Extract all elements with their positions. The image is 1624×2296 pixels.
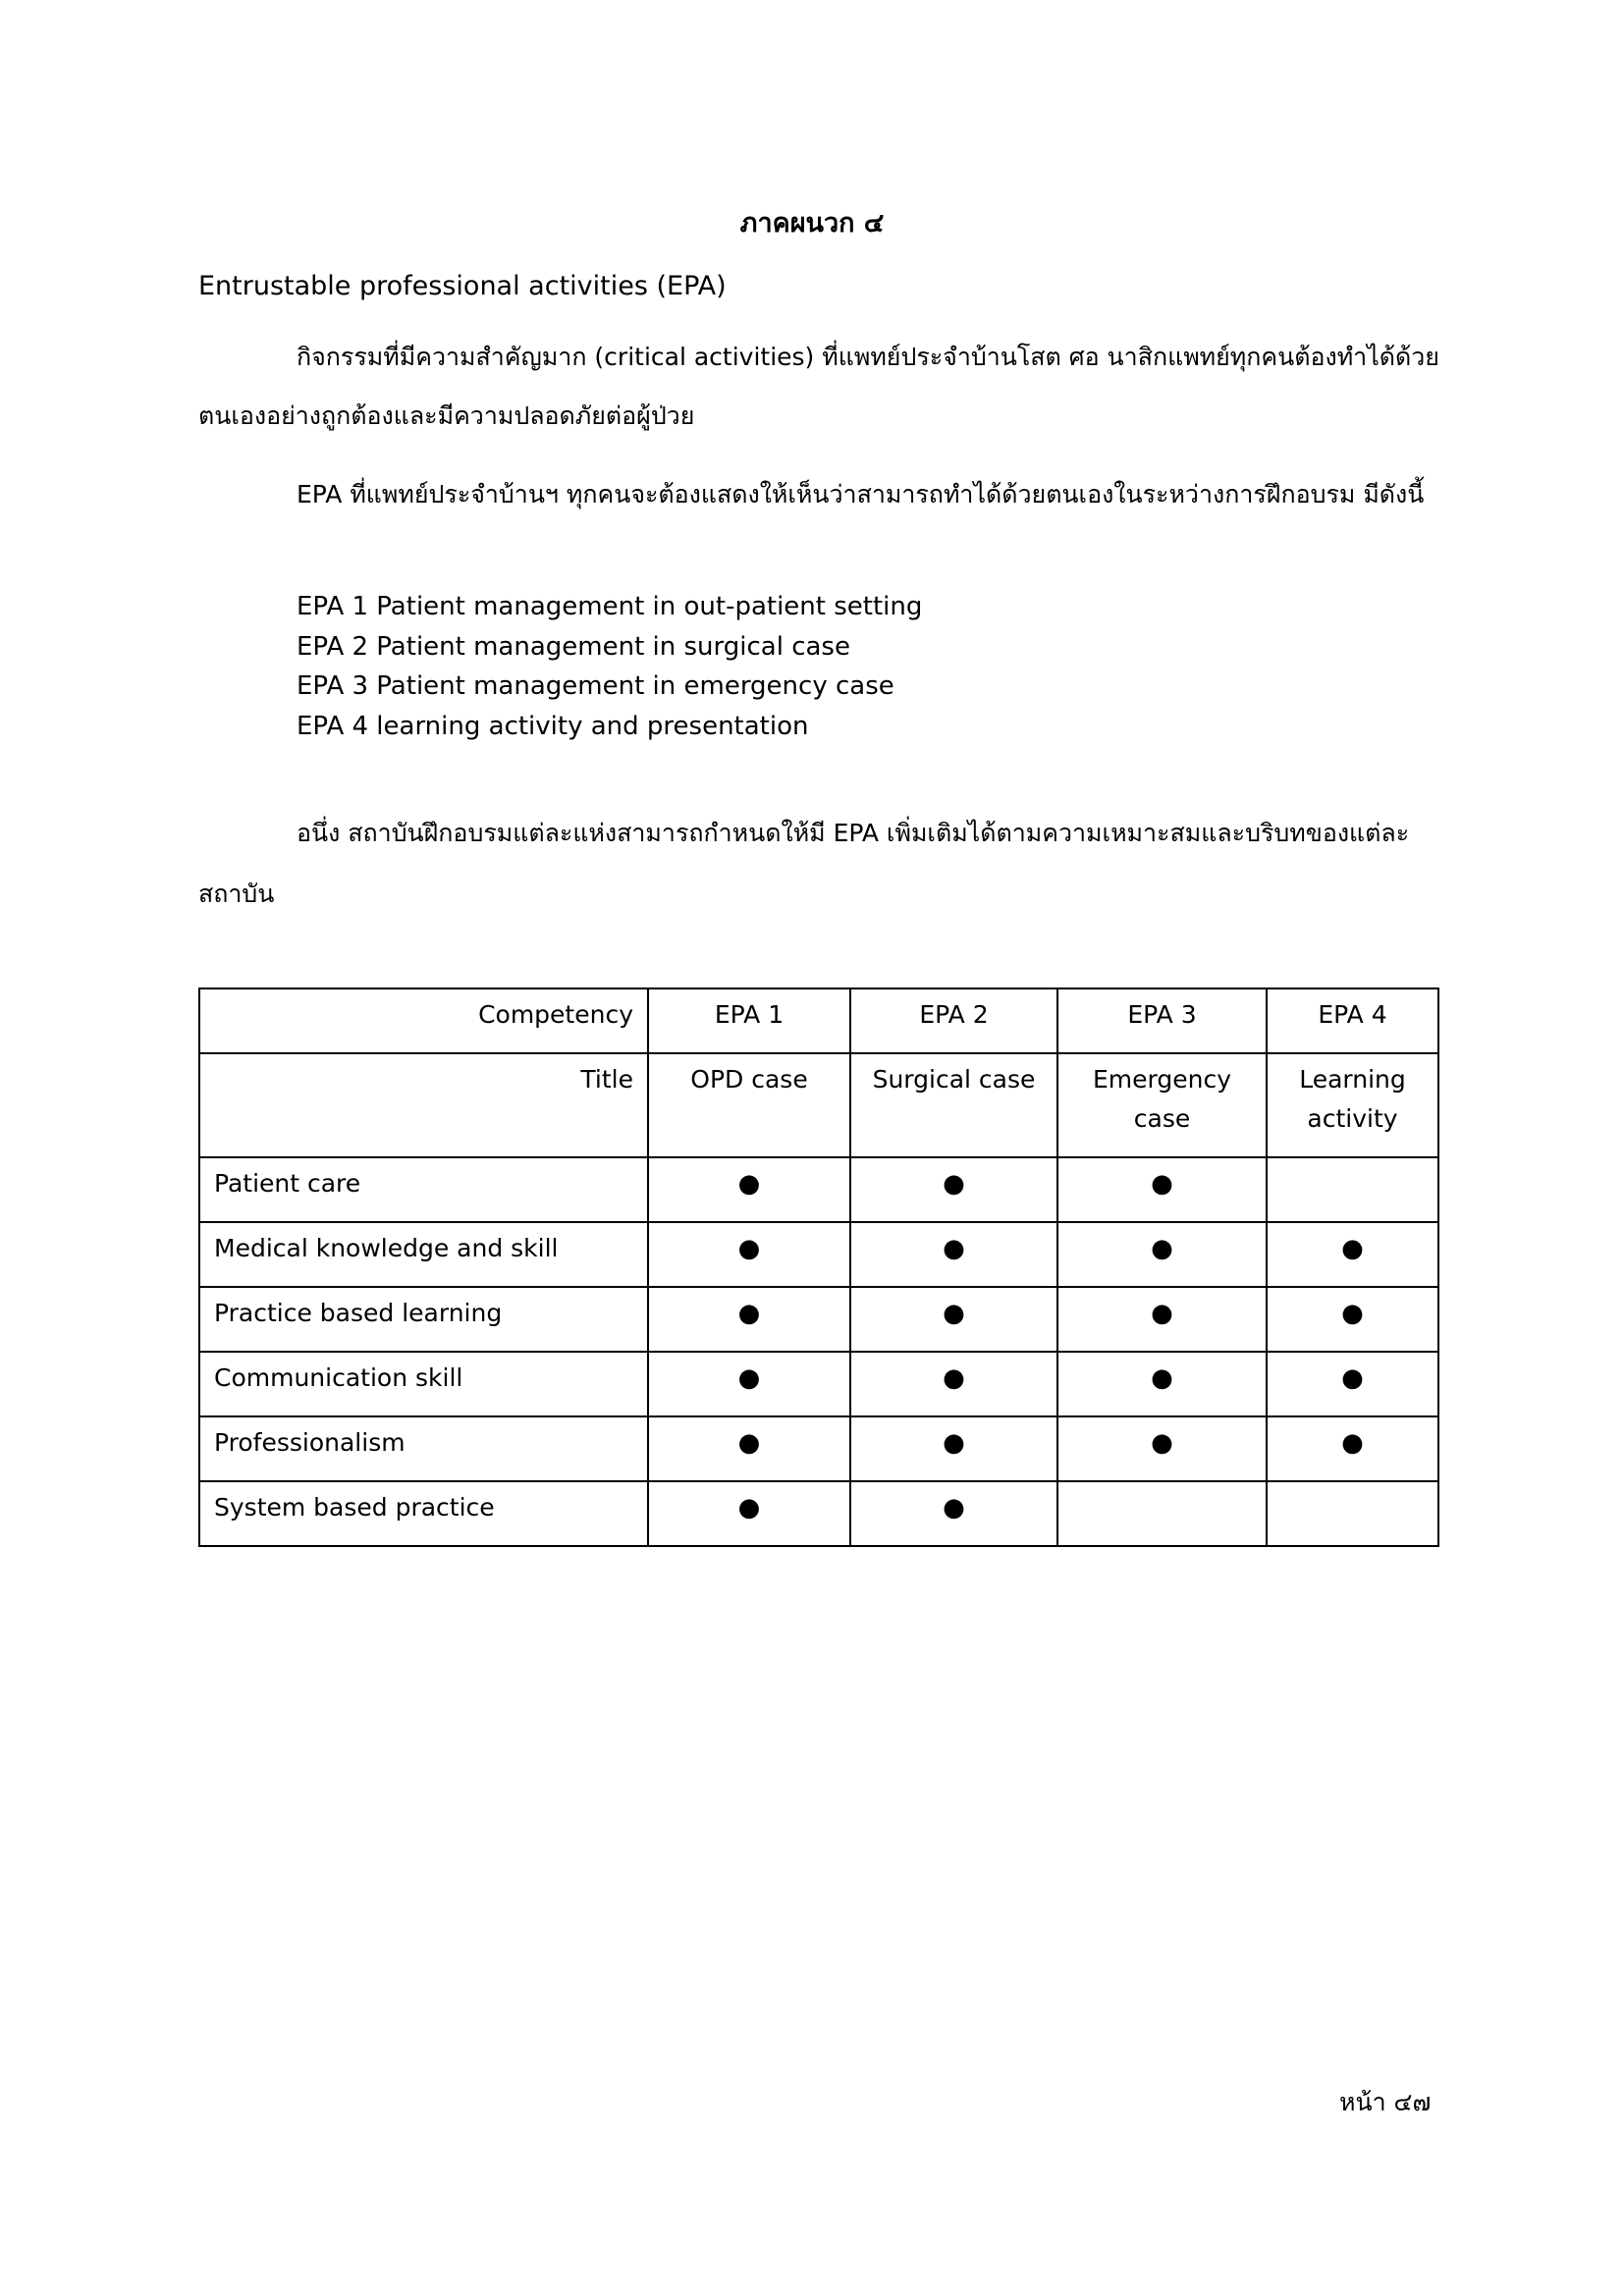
paragraph-1-line-1: กิจกรรมที่มีความสำคัญมาก (critical activities) ที่แพทย์ประจำบ้านโสต ศอ นาสิกแพทย์ทุกคนต้องทำได้ด้วย xyxy=(297,343,1439,371)
paragraph-2: EPA ที่แพทย์ประจำบ้านฯ ทุกคนจะต้องแสดงให้เห็นว่าสามารถทำได้ด้วยตนเองในระหว่างการฝึกอบรม มีดังนี้ xyxy=(297,480,1425,508)
epa-2-mark-cell xyxy=(850,1222,1057,1287)
title-epa-3: Emergency case xyxy=(1057,1053,1267,1157)
paragraph-3-line-1: อนึ่ง สถาบันฝึกอบรมแต่ละแห่งสามารถกำหนดให้มี EPA เพิ่มเติมได้ตามความเหมาะสมและบริบทของแต่ละ xyxy=(297,819,1410,847)
header-competency: Competency xyxy=(199,988,648,1053)
title-epa-2: Surgical case xyxy=(850,1053,1057,1157)
bullet-mark-icon: ● xyxy=(737,1299,761,1328)
epa-1-mark-cell xyxy=(648,1222,850,1287)
bullet-mark-icon: ● xyxy=(737,1428,761,1458)
bullet-mark-icon: ● xyxy=(943,1299,965,1328)
epa-3-mark-cell xyxy=(1057,1352,1267,1416)
epa-4-mark-cell xyxy=(1267,1481,1438,1546)
epa-2-mark-cell xyxy=(850,1287,1057,1352)
epa-2-mark-cell xyxy=(850,1352,1057,1416)
epa-4-mark-cell xyxy=(1267,1222,1438,1287)
bullet-mark-icon: ● xyxy=(1151,1363,1173,1393)
epa-4-mark-cell xyxy=(1267,1157,1438,1222)
table-header-row xyxy=(199,988,1438,1053)
epa-2-mark-cell xyxy=(850,1157,1057,1222)
epa-2-mark-cell xyxy=(850,1481,1057,1546)
table-row xyxy=(199,1481,1438,1546)
bullet-mark-icon: ● xyxy=(737,1169,761,1199)
epa-1-mark-cell xyxy=(648,1157,850,1222)
epa-list-item: EPA 1 Patient management in out-patient setting xyxy=(297,592,923,621)
bullet-mark-icon: ● xyxy=(943,1363,965,1393)
header-epa-3: EPA 3 xyxy=(1057,988,1267,1053)
competency-label: Practice based learning xyxy=(199,1287,648,1352)
competency-label: Professionalism xyxy=(199,1416,648,1481)
competency-label: Communication skill xyxy=(199,1352,648,1416)
epa-4-mark-cell xyxy=(1267,1416,1438,1481)
epa-list-item: EPA 3 Patient management in emergency case xyxy=(297,671,894,701)
bullet-mark-icon: ● xyxy=(737,1234,761,1263)
epa-4-mark-cell xyxy=(1267,1287,1438,1352)
epa-4-mark-cell xyxy=(1267,1352,1438,1416)
bullet-mark-icon: ● xyxy=(943,1428,965,1458)
bullet-mark-icon: ● xyxy=(737,1363,761,1393)
epa-1-mark-cell xyxy=(648,1352,850,1416)
table-row xyxy=(199,1416,1438,1481)
epa-1-mark-cell xyxy=(648,1416,850,1481)
bullet-mark-icon: ● xyxy=(1151,1428,1173,1458)
bullet-mark-icon: ● xyxy=(943,1169,965,1199)
bullet-mark-icon: ● xyxy=(1341,1428,1364,1458)
bullet-mark-icon: ● xyxy=(1341,1363,1364,1393)
epa-list-item: EPA 2 Patient management in surgical case xyxy=(297,631,850,662)
bullet-mark-icon: ● xyxy=(1341,1299,1364,1328)
competency-label: Patient care xyxy=(199,1157,648,1222)
header-epa-4: EPA 4 xyxy=(1267,988,1438,1053)
epa-3-mark-cell xyxy=(1057,1157,1267,1222)
bullet-mark-icon: ● xyxy=(943,1493,965,1522)
epa-2-mark-cell xyxy=(850,1416,1057,1481)
title-epa-1: OPD case xyxy=(648,1053,850,1157)
paragraph-3-line-2: สถาบัน xyxy=(198,880,275,908)
title-epa-4: Learning activity xyxy=(1267,1053,1438,1157)
header-epa-2: EPA 2 xyxy=(850,988,1057,1053)
epa-3-mark-cell xyxy=(1057,1222,1267,1287)
bullet-mark-icon: ● xyxy=(737,1493,761,1522)
epa-3-mark-cell xyxy=(1057,1481,1267,1546)
competency-epa-table xyxy=(198,988,1439,1547)
epa-1-mark-cell xyxy=(648,1287,850,1352)
table-row xyxy=(199,1352,1438,1416)
competency-label: System based practice xyxy=(199,1481,648,1546)
page-number: หน้า ๔๗ xyxy=(1339,2088,1432,2116)
appendix-title: ภาคผนวก ๔ xyxy=(739,208,885,239)
title-label: Title xyxy=(199,1053,648,1157)
epa-3-mark-cell xyxy=(1057,1287,1267,1352)
bullet-mark-icon: ● xyxy=(1151,1299,1173,1328)
table-title-row xyxy=(199,1053,1438,1157)
bullet-mark-icon: ● xyxy=(943,1234,965,1263)
bullet-mark-icon: ● xyxy=(1151,1169,1173,1199)
bullet-mark-icon: ● xyxy=(1151,1234,1173,1263)
epa-1-mark-cell xyxy=(648,1481,850,1546)
bullet-mark-icon: ● xyxy=(1341,1234,1364,1263)
table-row xyxy=(199,1287,1438,1352)
paragraph-1-line-2: ตนเองอย่างถูกต้องและมีความปลอดภัยต่อผู้ป่วย xyxy=(198,401,695,430)
table-row xyxy=(199,1157,1438,1222)
epa-list-item: EPA 4 learning activity and presentation xyxy=(297,711,809,741)
competency-label: Medical knowledge and skill xyxy=(199,1222,648,1287)
table-row xyxy=(199,1222,1438,1287)
epa-3-mark-cell xyxy=(1057,1416,1267,1481)
section-heading: Entrustable professional activities (EPA) xyxy=(198,271,727,301)
epa-list xyxy=(297,587,922,746)
header-epa-1: EPA 1 xyxy=(648,988,850,1053)
